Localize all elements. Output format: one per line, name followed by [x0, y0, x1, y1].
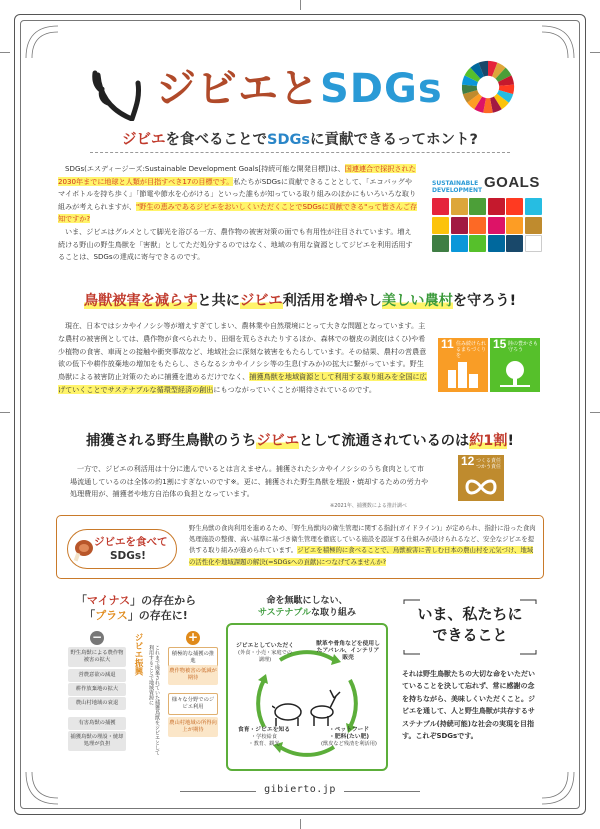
- title-sdgs: SDGs: [320, 66, 443, 112]
- cycle-title: [222, 595, 392, 619]
- cycle-title-1: 命を無駄にしない、: [266, 596, 348, 606]
- footnote: ※2021年、捕獲数による推計調べ: [330, 503, 407, 509]
- goal-tile: [469, 198, 486, 215]
- plus-icon: +: [187, 630, 199, 644]
- intro-p1-highlight: 国連連合で採択された2030年までに地球と人類が目指すべき17の目標です。: [58, 164, 416, 186]
- callout-body-highlight: ジビエを積極的に食べることで、鳥獣被害に苦しむ日本の農山村を元気づけ、地域の活性化や地域課題の解決(=SDGsへの貢献)につなげてみませんか?: [189, 546, 534, 566]
- distribution-text: [70, 463, 430, 501]
- goal-tile: [525, 217, 542, 234]
- goal-tile: [525, 198, 542, 215]
- subtitle-gibier: ジビエ: [122, 132, 166, 148]
- footer-url[interactable]: gibierto.jp: [256, 784, 344, 795]
- subtitle-sdgs: SDGs: [267, 132, 311, 148]
- heading2-a: 鳥獣被害を減らす: [83, 293, 198, 309]
- flow-title-minus: マイナス: [86, 594, 131, 607]
- damage-p-highlight: 捕獲鳥獣を地域資源として利用する取り組みを全国に広げていくことでサステナブルな循環型経済の創出: [58, 372, 427, 394]
- cycle-petfood-title: ・ペットフード ・肥料(たい肥): [328, 727, 370, 740]
- heading3-a: 捕獲される野生鳥獣のうち: [86, 433, 257, 449]
- intro-paragraph-1: [58, 163, 418, 226]
- subtitle: [60, 128, 540, 153]
- flow-title-1c: 」の存在から: [130, 594, 197, 607]
- meat-icon: [72, 538, 94, 562]
- crop-mark: [300, 0, 301, 10]
- cycle-title-2b: な取り組み: [311, 608, 357, 618]
- cycle-eat: [236, 643, 294, 663]
- crop-mark: [590, 412, 600, 413]
- heading3-c: として流通されているのは: [298, 433, 470, 449]
- flow-title-1a: 「: [75, 594, 87, 607]
- heading2-d: 利活用を増やし: [282, 293, 382, 309]
- plus-step: 様々な分野でのジビエ利用: [168, 693, 218, 715]
- right-title-1: いま、私たちに: [417, 605, 523, 623]
- footer: [0, 784, 600, 795]
- damage-text: [58, 320, 428, 397]
- cycle-apparel-title: 獣革や骨角などを使用したアパレル、インテリア販売: [316, 641, 380, 661]
- infinity-icon: [465, 479, 497, 495]
- sdg-11-number: 11: [441, 337, 454, 351]
- right-title: [400, 604, 540, 646]
- cycle-petfood: [316, 727, 382, 747]
- damage-p-b: にもつながっていくことが期待されているのです。: [213, 384, 376, 394]
- heading2-e: 美しい農村: [381, 293, 453, 309]
- callout-line-2: SDGs!: [110, 550, 146, 562]
- corner-ornament: [24, 24, 60, 60]
- heading2-c: ジビエ: [240, 293, 283, 309]
- antler-icon: [92, 61, 144, 121]
- cycle-education-title: 食育・ジビエを知る: [237, 727, 291, 733]
- minus-step: 有害鳥獣の捕獲: [68, 717, 126, 730]
- sustainable-cycle: [222, 595, 392, 775]
- callout-pill-text: [94, 535, 168, 563]
- goals-grid: [432, 198, 542, 252]
- sdg-12-tile: [458, 455, 504, 501]
- goal-tile: [525, 235, 542, 252]
- callout-box: [56, 515, 544, 579]
- goal-tile: [488, 235, 505, 252]
- minus-to-plus-flow: [60, 593, 217, 773]
- right-title-2: できること: [432, 626, 508, 644]
- goal-tile: [506, 198, 523, 215]
- subtitle-post: に貢献できるってホント?: [310, 132, 478, 148]
- sdg-goals-chart: [432, 174, 544, 274]
- header: [60, 55, 540, 125]
- minus-step: 耕作放棄地の拡大: [68, 683, 126, 696]
- corner-ornament: [540, 24, 576, 60]
- damage-p-a: 現在、日本ではシカやイノシシ等が増えすぎてしまい、農林業や自然環境にとって大きな問題となっています。主な農村の被害例としては、農作物が食べられたり、田畑を荒らされたりするほか、森林での樹皮の剥皮(はくひ)や希少植物の食害、車両との接触や衝突事故など、地域社会に深刻な被害をもたらしています。その結果、農村の営農意欲の低下や耕作放棄地の増加をもたらし、さらなるシカやイノシシ等の生息(すみか)の拡大に繋がっています。野生鳥獣による被害防止対策のために捕獲を進めるだけでなく、: [58, 321, 427, 382]
- goals-big: GOALS: [484, 174, 540, 191]
- flow-title-2a: 「: [84, 609, 96, 622]
- callout-body-a: 野生鳥獣の食肉利用を進めるため、「野生鳥獣肉の衛生管理に関する指針(ガイドライン)」が定められ、指針に沿った食肉処理施設の整備、高い基準に基づき衛生管理を徹底している施設を認証する仕組みが設けられるなど、安全なジビエを提供する取り組みが進められています。: [189, 524, 536, 555]
- goal-tile: [451, 235, 468, 252]
- damage-paragraph: [58, 320, 428, 397]
- dashed-divider: [90, 152, 510, 153]
- cycle-title-sustainable: サステナブル: [257, 608, 312, 618]
- minus-icon: −: [91, 630, 103, 644]
- goal-tile: [488, 198, 505, 215]
- heading-damage: [60, 290, 540, 310]
- cycle-apparel: [314, 641, 382, 661]
- crop-mark: [300, 819, 301, 829]
- goals-logo: [432, 174, 540, 194]
- cycle-education-sub: ・学校給食 ・教育、観光: [248, 733, 280, 747]
- tree-icon: [498, 360, 532, 388]
- cycle-eat-sub: (外食・小売・家庭での調理): [238, 649, 292, 663]
- minus-step: 農山村地域の衰退: [68, 697, 126, 710]
- crop-mark: [0, 412, 10, 413]
- sdg-15-text: 陸の豊かさも守ろう: [508, 341, 539, 353]
- what-we-can-do: [400, 598, 540, 773]
- sdg-12-number: 12: [461, 454, 475, 468]
- subtitle-mid: を食べることで: [165, 132, 268, 148]
- cycle-education: [234, 727, 294, 747]
- cycle-petfood-sub: (獣皮など残渣を利活用): [321, 740, 377, 747]
- heading-distribution: [60, 430, 540, 450]
- heading2-b: と共に: [197, 293, 240, 309]
- heading2-f: を守ろう!: [452, 293, 517, 309]
- title-main: ジビエと: [156, 66, 320, 112]
- flow-title-plus: プラス: [95, 609, 128, 622]
- cycle-eat-title: ジビエとしていただく: [236, 643, 294, 649]
- minus-step: 営農意欲の減退: [68, 669, 126, 682]
- city-icon: [446, 360, 480, 388]
- goal-tile: [469, 217, 486, 234]
- heading3-e: !: [507, 433, 514, 449]
- page-title: [156, 57, 443, 114]
- crop-mark: [590, 52, 600, 53]
- sdg-12-text: つくる責任 つかう責任: [476, 458, 502, 470]
- minus-step: 捕獲鳥獣の埋設・焼却処理が負担: [68, 731, 126, 751]
- heading3-d: 約1割: [469, 433, 508, 449]
- intro-text: [58, 163, 418, 264]
- minus-step: 野生鳥獣による農作物被害の拡大: [68, 647, 126, 667]
- crop-mark: [0, 52, 10, 53]
- callout-pill: [67, 529, 177, 569]
- sdg-11-text: 住み続けられるまちづくりを: [456, 341, 487, 359]
- intro-p1-a: SDGs(エスディージーズ:Sustainable Development Goals[持続可能な開発目標])は、: [65, 164, 345, 173]
- gibier-promotion-note: これまで廃棄されていた捕獲鳥獣をジビエとして利用することで地域資源に: [148, 645, 160, 755]
- goal-tile: [451, 198, 468, 215]
- minus-column: [68, 630, 126, 768]
- gibier-promotion-label: ジビエ振興: [133, 633, 143, 676]
- sdg-15-tile: [490, 338, 540, 392]
- goal-tile: [451, 217, 468, 234]
- goals-label: SUSTAINABLE DEVELOPMENT: [432, 180, 483, 194]
- plus-step: 積極的な捕獲の推進: [168, 647, 218, 669]
- plus-step: 農作物被害の低減が期待: [168, 665, 218, 685]
- flow-title-2c: 」の存在に!: [127, 609, 188, 622]
- plus-step: 農山村地域の所得向上が期待: [168, 717, 218, 737]
- intro-paragraph-2: いま、ジビエはグルメとして脚光を浴びる一方、農作物の被害対策の面でも有用性が注目されています。増え続ける野山の野生鳥獣を「害獣」としてただ処分するのではなく、地域の有用な資源としてジビエを利用活用することは、SDGsの達成に寄与できるのです。: [58, 226, 413, 262]
- sdg-11-tile: [438, 338, 488, 392]
- goal-tile: [469, 235, 486, 252]
- plus-column: [168, 630, 218, 768]
- goal-tile: [506, 217, 523, 234]
- sdg-15-number: 15: [493, 337, 507, 351]
- intro-p1-highlight-2: "野生の恵みであるジビエをおいしくいただくことでSDGsに貢献できる"って皆さんご存知ですか?: [58, 201, 418, 224]
- callout-line-1: ジビエを食べて: [94, 536, 168, 548]
- boar-deer-icon: [272, 688, 344, 728]
- goal-tile: [488, 217, 505, 234]
- goal-tile: [432, 235, 449, 252]
- goal-tile: [506, 235, 523, 252]
- right-body: それは野生鳥獣たちの大切な命をいただいていることを決して忘れず、常に感謝の念を持ちながら、美味しくいただくこと。ジビエを通して、人と野生鳥獣が共存するサステナブル(持続可能)な社会の実現を目指す。これぞSDGsです。: [402, 670, 535, 741]
- goal-tile: [432, 198, 449, 215]
- sdgs-wheel-icon: [460, 59, 516, 115]
- callout-body: [189, 523, 537, 568]
- flow-title: [62, 593, 210, 623]
- heading3-b: ジビエ: [256, 433, 299, 449]
- distribution-paragraph: 一方で、ジビエの利活用は十分に進んでいるとは言えません。捕獲されたシカやイノシシのうち食肉として市場流通しているのは全体の約1割にすぎないのです※。更に、捕獲された野生鳥獣を埋設・焼却するための労力や処理費用が、捕獲者や地方自治体の負担となっています。: [70, 464, 429, 499]
- intro-p1-b: 私たちがSDGsに貢献できることとして、「エコバッグやマイボトルを持ち歩く」「節電や節水を心がける」といった誰もが知っている取り組みのほかにもいろいろな取り組みが考えられますが、: [58, 176, 417, 211]
- goal-tile: [432, 217, 449, 234]
